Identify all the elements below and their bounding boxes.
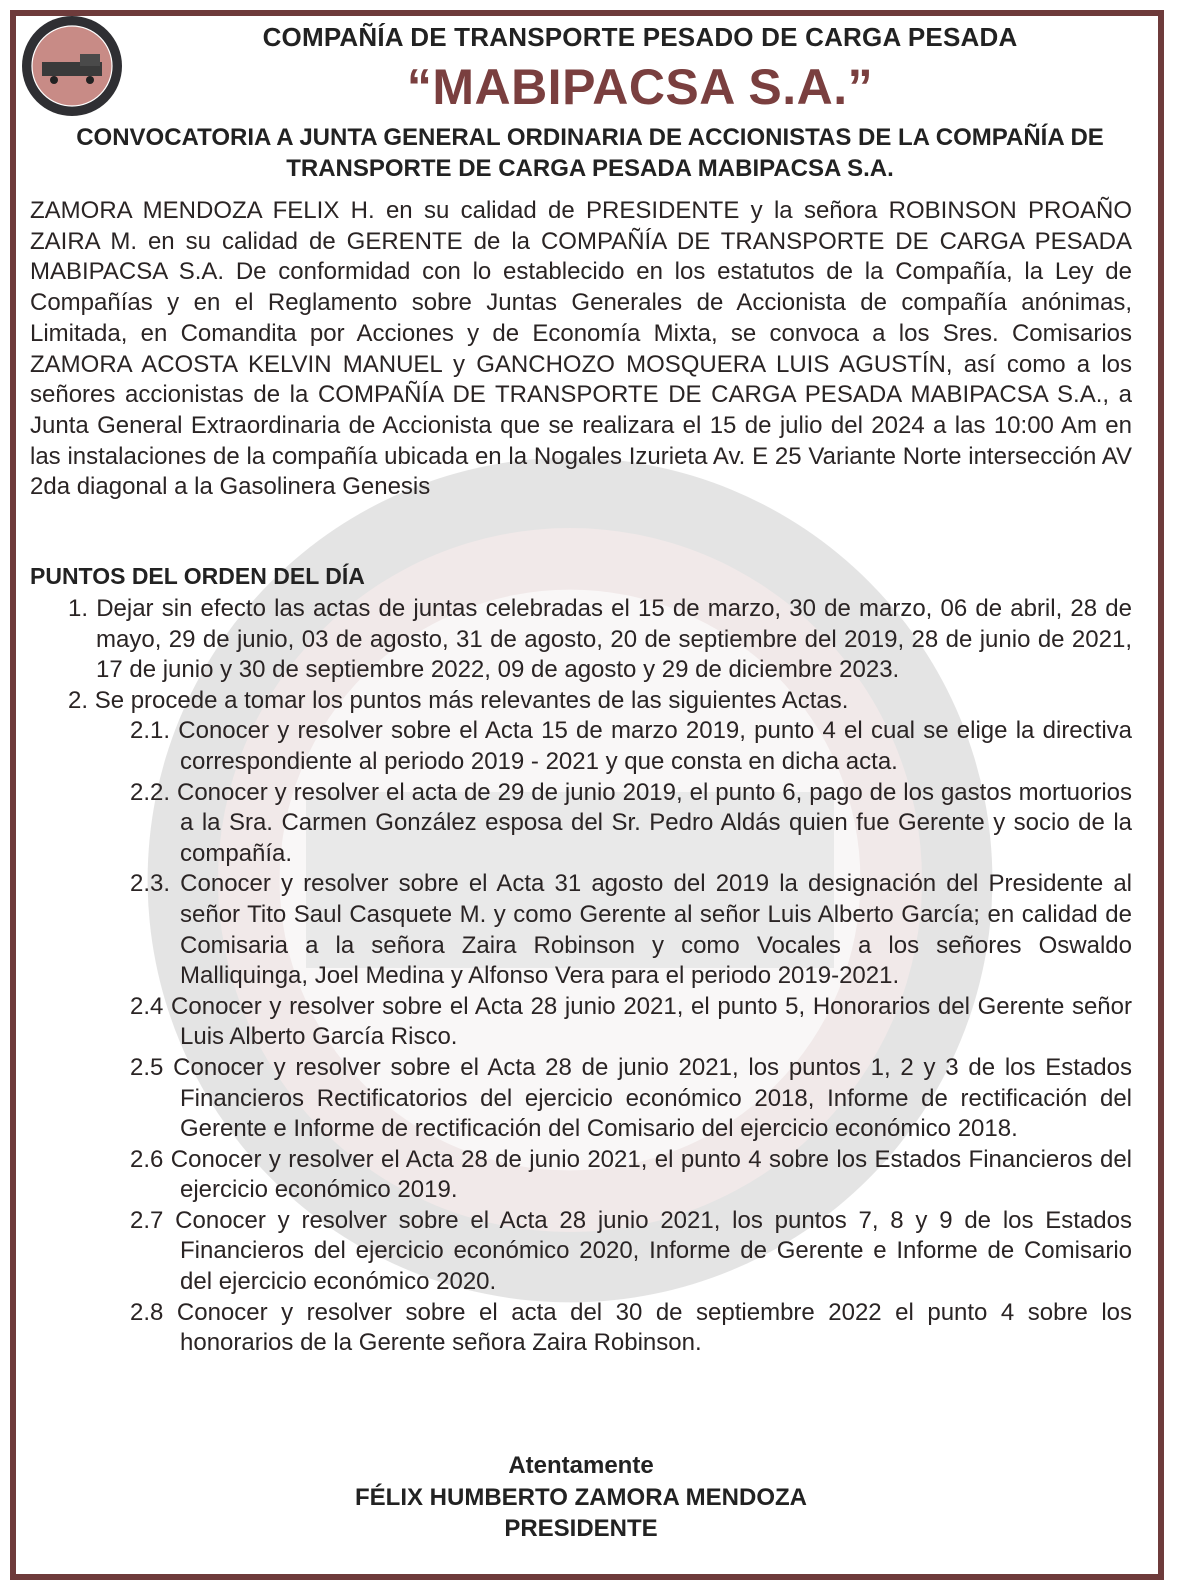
agenda-subitem-text: Conocer y resolver sobre el acta del 30 de septiembre 2022 el punto 4 sobre los honorarios de la Gerente señora Zaira Robinson. <box>176 1298 1132 1357</box>
agenda-subitem-text: Conocer y resolver sobre el Acta 31 agosto del 2019 la designación del Presidente al señor Tito Saul Casquete M. y como Gerente al señor Luis Alberto García; en calidad de Comisaria a la señora Zaira Robinson y como Vocales a los señores Oswaldo Malliquinga, Joel Medina y Alfonso Vera para el periodo 2019-2021. <box>180 870 1132 990</box>
agenda-subitem-text: Conocer y resolver sobre el Acta 28 de junio 2021, los puntos 1, 2 y 3 de los Estados Financieros Rectificatorios del ejercicio económico 2018, Informe de rectificación del Gerente e Informe de rectificación del Comisario del ejercicio económico 2018. <box>173 1053 1132 1143</box>
agenda-list <box>30 594 1132 1359</box>
agenda-subitem-number: 2.4 <box>130 992 164 1020</box>
company-line: COMPAÑÍA DE TRANSPORTE PESADO DE CARGA PESADA <box>262 22 1018 52</box>
agenda-subitem-text: Conocer y resolver sobre el Acta 28 junio 2021, el punto 5, Honorarios del Gerente señor Luis Alberto García Risco. <box>171 992 1132 1051</box>
agenda-subitem-number: 2.3. <box>130 870 171 898</box>
brand-name: “MABIPACSA S.A.” <box>406 59 874 115</box>
agenda-subitem-text: Conocer y resolver el acta de 29 de junio 2019, el punto 6, pago de los gastos mortuorios a la Sra. Carmen González esposa del Sr. Pedro Aldás quien fue Gerente y socio de la compañía. <box>177 778 1132 867</box>
agenda-subitem-number: 2.7 <box>130 1206 164 1234</box>
signer-name: FÉLIX HUMBERTO ZAMORA MENDOZA <box>355 1484 807 1511</box>
agenda-subitem-number: 2.1. <box>130 717 171 745</box>
agenda-subitem-number: 2.5 <box>130 1053 164 1081</box>
agenda-subitem-number: 2.8 <box>130 1298 164 1326</box>
closing-text: Atentamente <box>508 1452 654 1479</box>
agenda-item-text: Dejar sin efecto las actas de juntas celebradas el 15 de marzo, 30 de marzo, 06 de abril, 28 de mayo, 29 de junio, 03 de agosto, 31 de agosto, 20 de septiembre del 2019, 28 de junio de 2021, 17 de junio y 30 de septiembre 2022, 09 de agosto y 29 de diciembre 2023. <box>96 595 1132 684</box>
agenda-subitem <box>30 1298 1132 1359</box>
agenda-subitem <box>30 869 1132 991</box>
agenda-item <box>30 686 1132 717</box>
agenda-item-number: 1. <box>68 595 89 622</box>
agenda-subitem <box>30 778 1132 870</box>
agenda-subitem-text: Conocer y resolver sobre el Acta 28 junio 2021, los puntos 7, 8 y 9 de los Estados Financieros del ejercicio económico 2020, Informe de Gerente e Informe de Comisario del ejercicio económico 2020. <box>175 1206 1132 1296</box>
signer-role: PRESIDENTE <box>504 1515 658 1542</box>
agenda-subitem-text: Conocer y resolver sobre el Acta 15 de marzo 2019, punto 4 el cual se elige la directiva correspondiente al periodo 2019 - 2021 y que consta en dicha acta. <box>178 717 1133 775</box>
agenda-subitem <box>30 716 1132 777</box>
agenda-item-text: Se procede a tomar los puntos más relevantes de las siguientes Actas. <box>94 686 849 714</box>
company-logo <box>20 14 124 118</box>
convocatoria-title: CONVOCATORIA A JUNTA GENERAL ORDINARIA DE ACCIONISTAS DE LA COMPAÑÍA DE TRANSPORTE DE CARGA PESADA MABIPACSA S.A. <box>76 124 1104 182</box>
agenda-item-number: 2. <box>68 686 89 714</box>
agenda-subitem <box>30 992 1132 1053</box>
agenda-subitem <box>30 1145 1132 1206</box>
agenda-item <box>30 594 1132 686</box>
agenda-subitem-number: 2.2. <box>130 778 171 806</box>
agenda-subitem-number: 2.6 <box>130 1145 164 1173</box>
agenda-subitem <box>30 1206 1132 1298</box>
agenda-subitem <box>30 1053 1132 1145</box>
body-paragraph: ZAMORA MENDOZA FELIX H. en su calidad de PRESIDENTE y la señora ROBINSON PROAÑO ZAIRA M. en su calidad de GERENTE de la COMPAÑÍA DE TRANSPORTE DE CARGA PESADA MABIPACSA S.A. De conformidad con lo establecido en los estatutos de la Compañía, la Ley de Compañías y en el Reglamento sobre Juntas Generales de Accionista de compañía anónimas, Limitada, en Comandita por Acciones y de Economía Mixta, se convoca a los Sres. Comisarios ZAMORA ACOSTA KELVIN MANUEL y GANCHOZO MOSQUERA LUIS AGUSTÍN, así como a los señores accionistas de la COMPAÑÍA DE TRANSPORTE DE CARGA PESADA MABIPACSA S.A., a Junta General Extraordinaria de Accionista que se realizara el 15 de julio del 2024 a las 10:00 Am en las instalaciones de la compañía ubicada en la Nogales Izurieta Av. E 25 Variante Norte intersección AV 2da diagonal a la Gasolinera Genesis <box>30 197 1132 501</box>
agenda-title: PUNTOS DEL ORDEN DEL DÍA <box>30 563 365 589</box>
agenda-subitem-text: Conocer y resolver el Acta 28 de junio 2021, el punto 4 sobre los Estados Financieros del ejercicio económico 2019. <box>170 1145 1133 1204</box>
